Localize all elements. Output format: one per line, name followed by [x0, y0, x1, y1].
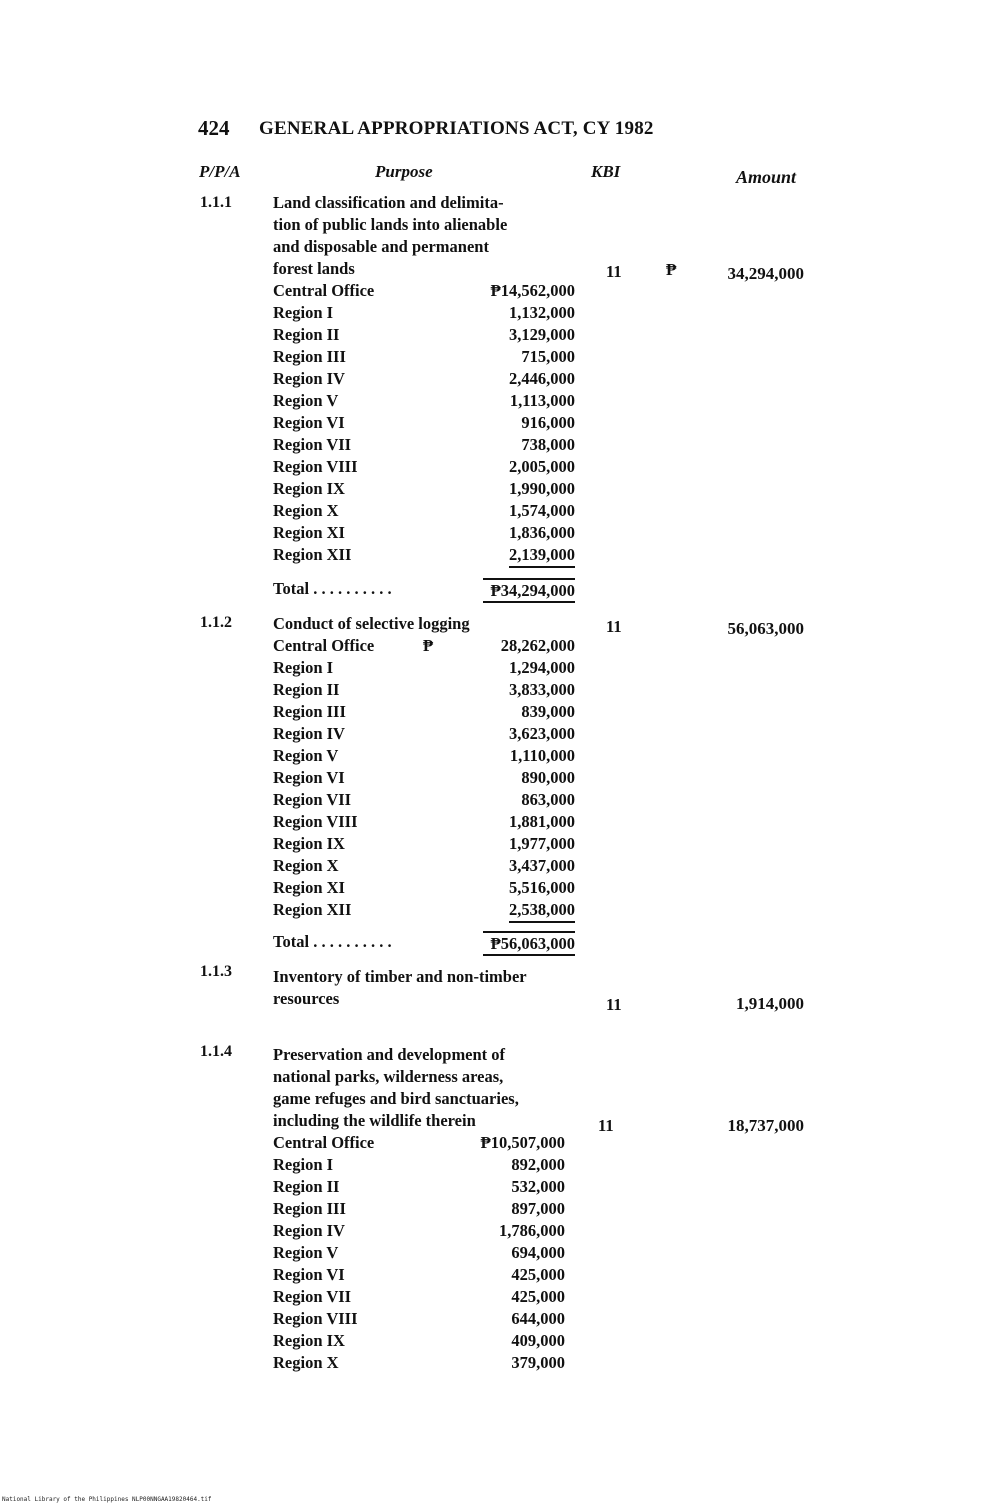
- purpose-line: national parks, wilderness areas,: [273, 1067, 504, 1086]
- breakdown-row: Region IV 1,786,000: [273, 1221, 565, 1240]
- breakdown-row: Region XI 1,836,000: [273, 523, 575, 542]
- purpose-line: game refuges and bird sanctuaries,: [273, 1089, 519, 1108]
- column-header-amount: Amount: [736, 167, 797, 187]
- total-row: Total . . . . . . . . . . ₱56,063,000: [273, 931, 575, 953]
- purpose-line: Conduct of selective logging: [273, 614, 470, 633]
- entry-purpose: [273, 966, 575, 1010]
- breakdown-row: Region IX 409,000: [273, 1331, 565, 1350]
- breakdown-row: Region VII 738,000: [273, 435, 575, 454]
- entry-code: 1.1.2: [200, 614, 232, 631]
- purpose-line: forest lands: [273, 259, 355, 278]
- purpose-line: tion of public lands into alienable: [273, 215, 508, 234]
- purpose-line: and disposable and permanent: [273, 237, 489, 256]
- breakdown-row: Region XI 5,516,000: [273, 878, 575, 897]
- entry-amount: 18,737,000: [727, 1116, 804, 1135]
- breakdown-row: Region VI 916,000: [273, 413, 575, 432]
- scan-footer: National Library of the Philippines NLP00NNGAA19820464.tif: [2, 1496, 212, 1503]
- breakdown-row: Region I 1,132,000: [273, 303, 575, 322]
- entry-code: 1.1.1: [200, 194, 232, 211]
- entry-kbi: 11: [598, 1116, 614, 1135]
- entry-amount: 56,063,000: [727, 619, 804, 638]
- breakdown-row: Central Office ₱14,562,000: [273, 281, 575, 300]
- entry-purpose: [273, 1044, 569, 1374]
- breakdown-row: Region II 532,000: [273, 1177, 565, 1196]
- entry-kbi: 11: [606, 617, 622, 636]
- peso-sign: ₱: [666, 260, 677, 279]
- column-header-purpose: Purpose: [375, 162, 433, 181]
- purpose-line: Inventory of timber and non-timber: [273, 967, 527, 986]
- purpose-line: Land classification and delimita-: [273, 193, 504, 212]
- entry-code: 1.1.4: [200, 1043, 232, 1060]
- page-title: GENERAL APPROPRIATIONS ACT, CY 1982: [259, 118, 654, 139]
- breakdown-row: Region II 3,833,000: [273, 680, 575, 699]
- entry-kbi: 11: [606, 262, 622, 281]
- breakdown-row: Region IV 3,623,000: [273, 724, 575, 743]
- breakdown-row: Region X 1,574,000: [273, 501, 575, 520]
- breakdown-row: Region I 892,000: [273, 1155, 565, 1174]
- entry-code: 1.1.3: [200, 963, 232, 980]
- breakdown-row: Region V 694,000: [273, 1243, 565, 1262]
- breakdown-row: Region II 3,129,000: [273, 325, 575, 344]
- breakdown-row: Region X 3,437,000: [273, 856, 575, 875]
- breakdown-row: Region VIII 644,000: [273, 1309, 565, 1328]
- entry-kbi: 11: [606, 995, 622, 1014]
- peso-sign: ₱: [423, 636, 434, 655]
- column-header-ppa: P/P/A: [199, 162, 241, 181]
- breakdown-row: Region VI 425,000: [273, 1265, 565, 1284]
- breakdown-row: Region IX 1,977,000: [273, 834, 575, 853]
- breakdown-row: Region VIII 2,005,000: [273, 457, 575, 476]
- column-header-kbi: KBI: [591, 162, 621, 181]
- breakdown-row: Region XII 2,139,000: [273, 544, 575, 566]
- entry-purpose: [273, 192, 575, 600]
- breakdown-row: Region V 1,113,000: [273, 391, 575, 410]
- entry-amount: 1,914,000: [736, 994, 804, 1013]
- entry-amount: 34,294,000: [727, 264, 804, 283]
- breakdown-row: Region III 715,000: [273, 347, 575, 366]
- total-row: Total . . . . . . . . . . ₱34,294,000: [273, 578, 575, 600]
- breakdown-row: Central Office ₱ 28,262,000: [273, 636, 575, 655]
- page-number: 424: [198, 116, 230, 140]
- breakdown-row: Region X 379,000: [273, 1353, 565, 1372]
- purpose-line: resources: [273, 989, 340, 1008]
- breakdown-row: Region XII 2,538,000: [273, 899, 575, 921]
- breakdown-row: Region VIII 1,881,000: [273, 812, 575, 831]
- breakdown-row: Region V 1,110,000: [273, 746, 575, 765]
- purpose-line: including the wildlife therein: [273, 1111, 476, 1130]
- breakdown-row: Central Office ₱10,507,000: [273, 1133, 565, 1152]
- breakdown-row: Region VII 863,000: [273, 790, 575, 809]
- breakdown-row: Region I 1,294,000: [273, 658, 575, 677]
- breakdown-row: Region IV 2,446,000: [273, 369, 575, 388]
- breakdown-row: Region VII 425,000: [273, 1287, 565, 1306]
- breakdown-row: Region III 839,000: [273, 702, 575, 721]
- purpose-line: Preservation and development of: [273, 1045, 506, 1064]
- entry-purpose: [273, 613, 575, 953]
- breakdown-row: Region VI 890,000: [273, 768, 575, 787]
- breakdown-row: Region III 897,000: [273, 1199, 565, 1218]
- breakdown-row: Region IX 1,990,000: [273, 479, 575, 498]
